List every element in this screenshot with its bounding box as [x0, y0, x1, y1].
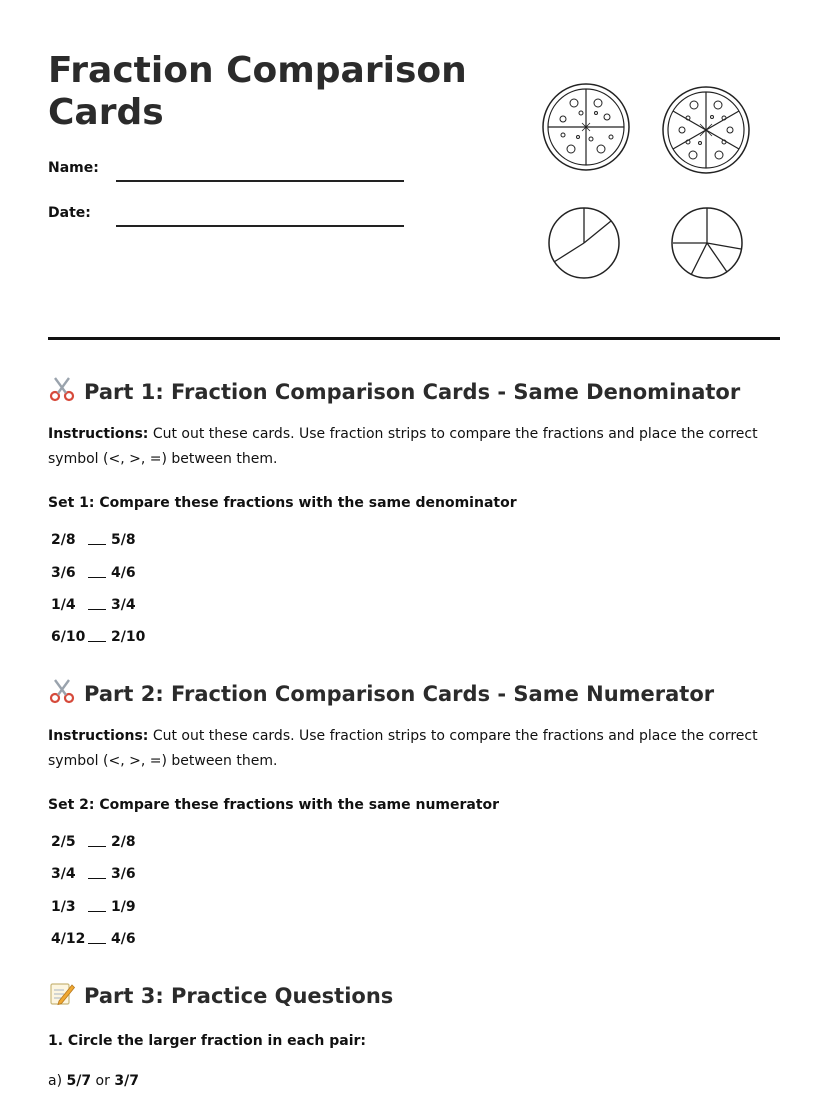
set1-row-3	[51, 597, 136, 613]
fraction-right: 4/6	[111, 931, 136, 947]
memo-icon	[48, 980, 76, 1006]
fraction-right: 2/8	[111, 834, 136, 850]
set1-heading: Set 1: Compare these fractions with the same denominator	[48, 495, 517, 511]
fraction-right: 4/6	[111, 565, 136, 581]
fraction-left: 4/12	[51, 931, 86, 947]
answer-blank[interactable]	[88, 931, 106, 944]
practice-item-a	[48, 1073, 139, 1089]
answer-blank[interactable]	[88, 866, 106, 879]
part2-instructions-label: Instructions:	[48, 728, 149, 744]
fraction-left: 3/4	[51, 866, 76, 882]
fraction-left: 6/10	[51, 629, 86, 645]
set1-row-4	[51, 629, 145, 645]
fraction-option-left[interactable]: 5/7	[66, 1073, 92, 1089]
part2-heading	[48, 678, 714, 707]
answer-blank[interactable]	[88, 629, 106, 642]
fraction-right: 2/10	[111, 629, 146, 645]
part3-heading-text: Part 3: Practice Questions	[84, 984, 394, 1008]
fraction-right: 1/9	[111, 899, 136, 915]
part2-instructions	[48, 724, 783, 774]
fraction-left: 3/6	[51, 565, 76, 581]
set1-row-2	[51, 565, 136, 581]
part1-instructions-label: Instructions:	[48, 426, 149, 442]
pie-chart-sixths-icon	[670, 207, 744, 281]
date-label: Date:	[48, 205, 91, 221]
pizza-sixths-icon	[660, 85, 752, 175]
answer-blank[interactable]	[88, 565, 106, 578]
name-field[interactable]	[116, 180, 404, 182]
part2-instructions-text: Cut out these cards. Use fraction strips to compare the fractions and place the correct symbol (<, >, =) between them.	[48, 728, 758, 769]
pie-chart-thirds-icon	[547, 207, 623, 281]
part3-heading	[48, 980, 393, 1009]
scissors-icon	[48, 678, 76, 704]
fraction-left: 1/4	[51, 597, 76, 613]
answer-blank[interactable]	[88, 532, 106, 545]
answer-blank[interactable]	[88, 597, 106, 610]
fraction-right: 3/4	[111, 597, 136, 613]
practice-question-1: 1. Circle the larger fraction in each pair:	[48, 1033, 367, 1049]
set2-row-2	[51, 866, 136, 882]
answer-blank[interactable]	[88, 899, 106, 912]
fraction-left: 1/3	[51, 899, 76, 915]
scissors-icon	[48, 376, 76, 402]
fraction-right: 5/8	[111, 532, 136, 548]
part1-instructions	[48, 422, 783, 472]
fraction-left: 2/8	[51, 532, 76, 548]
fraction-option-right[interactable]: 3/7	[114, 1073, 139, 1089]
section-divider	[48, 337, 780, 340]
page-title: Fraction Comparison Cards	[48, 50, 467, 133]
pizza-quarters-icon	[541, 83, 633, 173]
answer-blank[interactable]	[88, 834, 106, 847]
fraction-left: 2/5	[51, 834, 76, 850]
set1-row-1	[51, 532, 136, 548]
part2-heading-text: Part 2: Fraction Comparison Cards - Same Numerator	[84, 682, 715, 706]
date-field[interactable]	[116, 225, 404, 227]
item-prefix: a)	[48, 1073, 67, 1089]
set2-row-4	[51, 931, 136, 947]
part1-heading	[48, 376, 740, 405]
part1-instructions-text: Cut out these cards. Use fraction strips to compare the fractions and place the correct symbol (<, >, =) between them.	[48, 426, 758, 467]
set2-row-1	[51, 834, 136, 850]
or-text: or	[91, 1073, 115, 1089]
part1-heading-text: Part 1: Fraction Comparison Cards - Same Denominator	[84, 380, 741, 404]
set2-row-3	[51, 899, 136, 915]
fraction-right: 3/6	[111, 866, 136, 882]
name-label: Name:	[48, 160, 99, 176]
set2-heading: Set 2: Compare these fractions with the same numerator	[48, 797, 500, 813]
